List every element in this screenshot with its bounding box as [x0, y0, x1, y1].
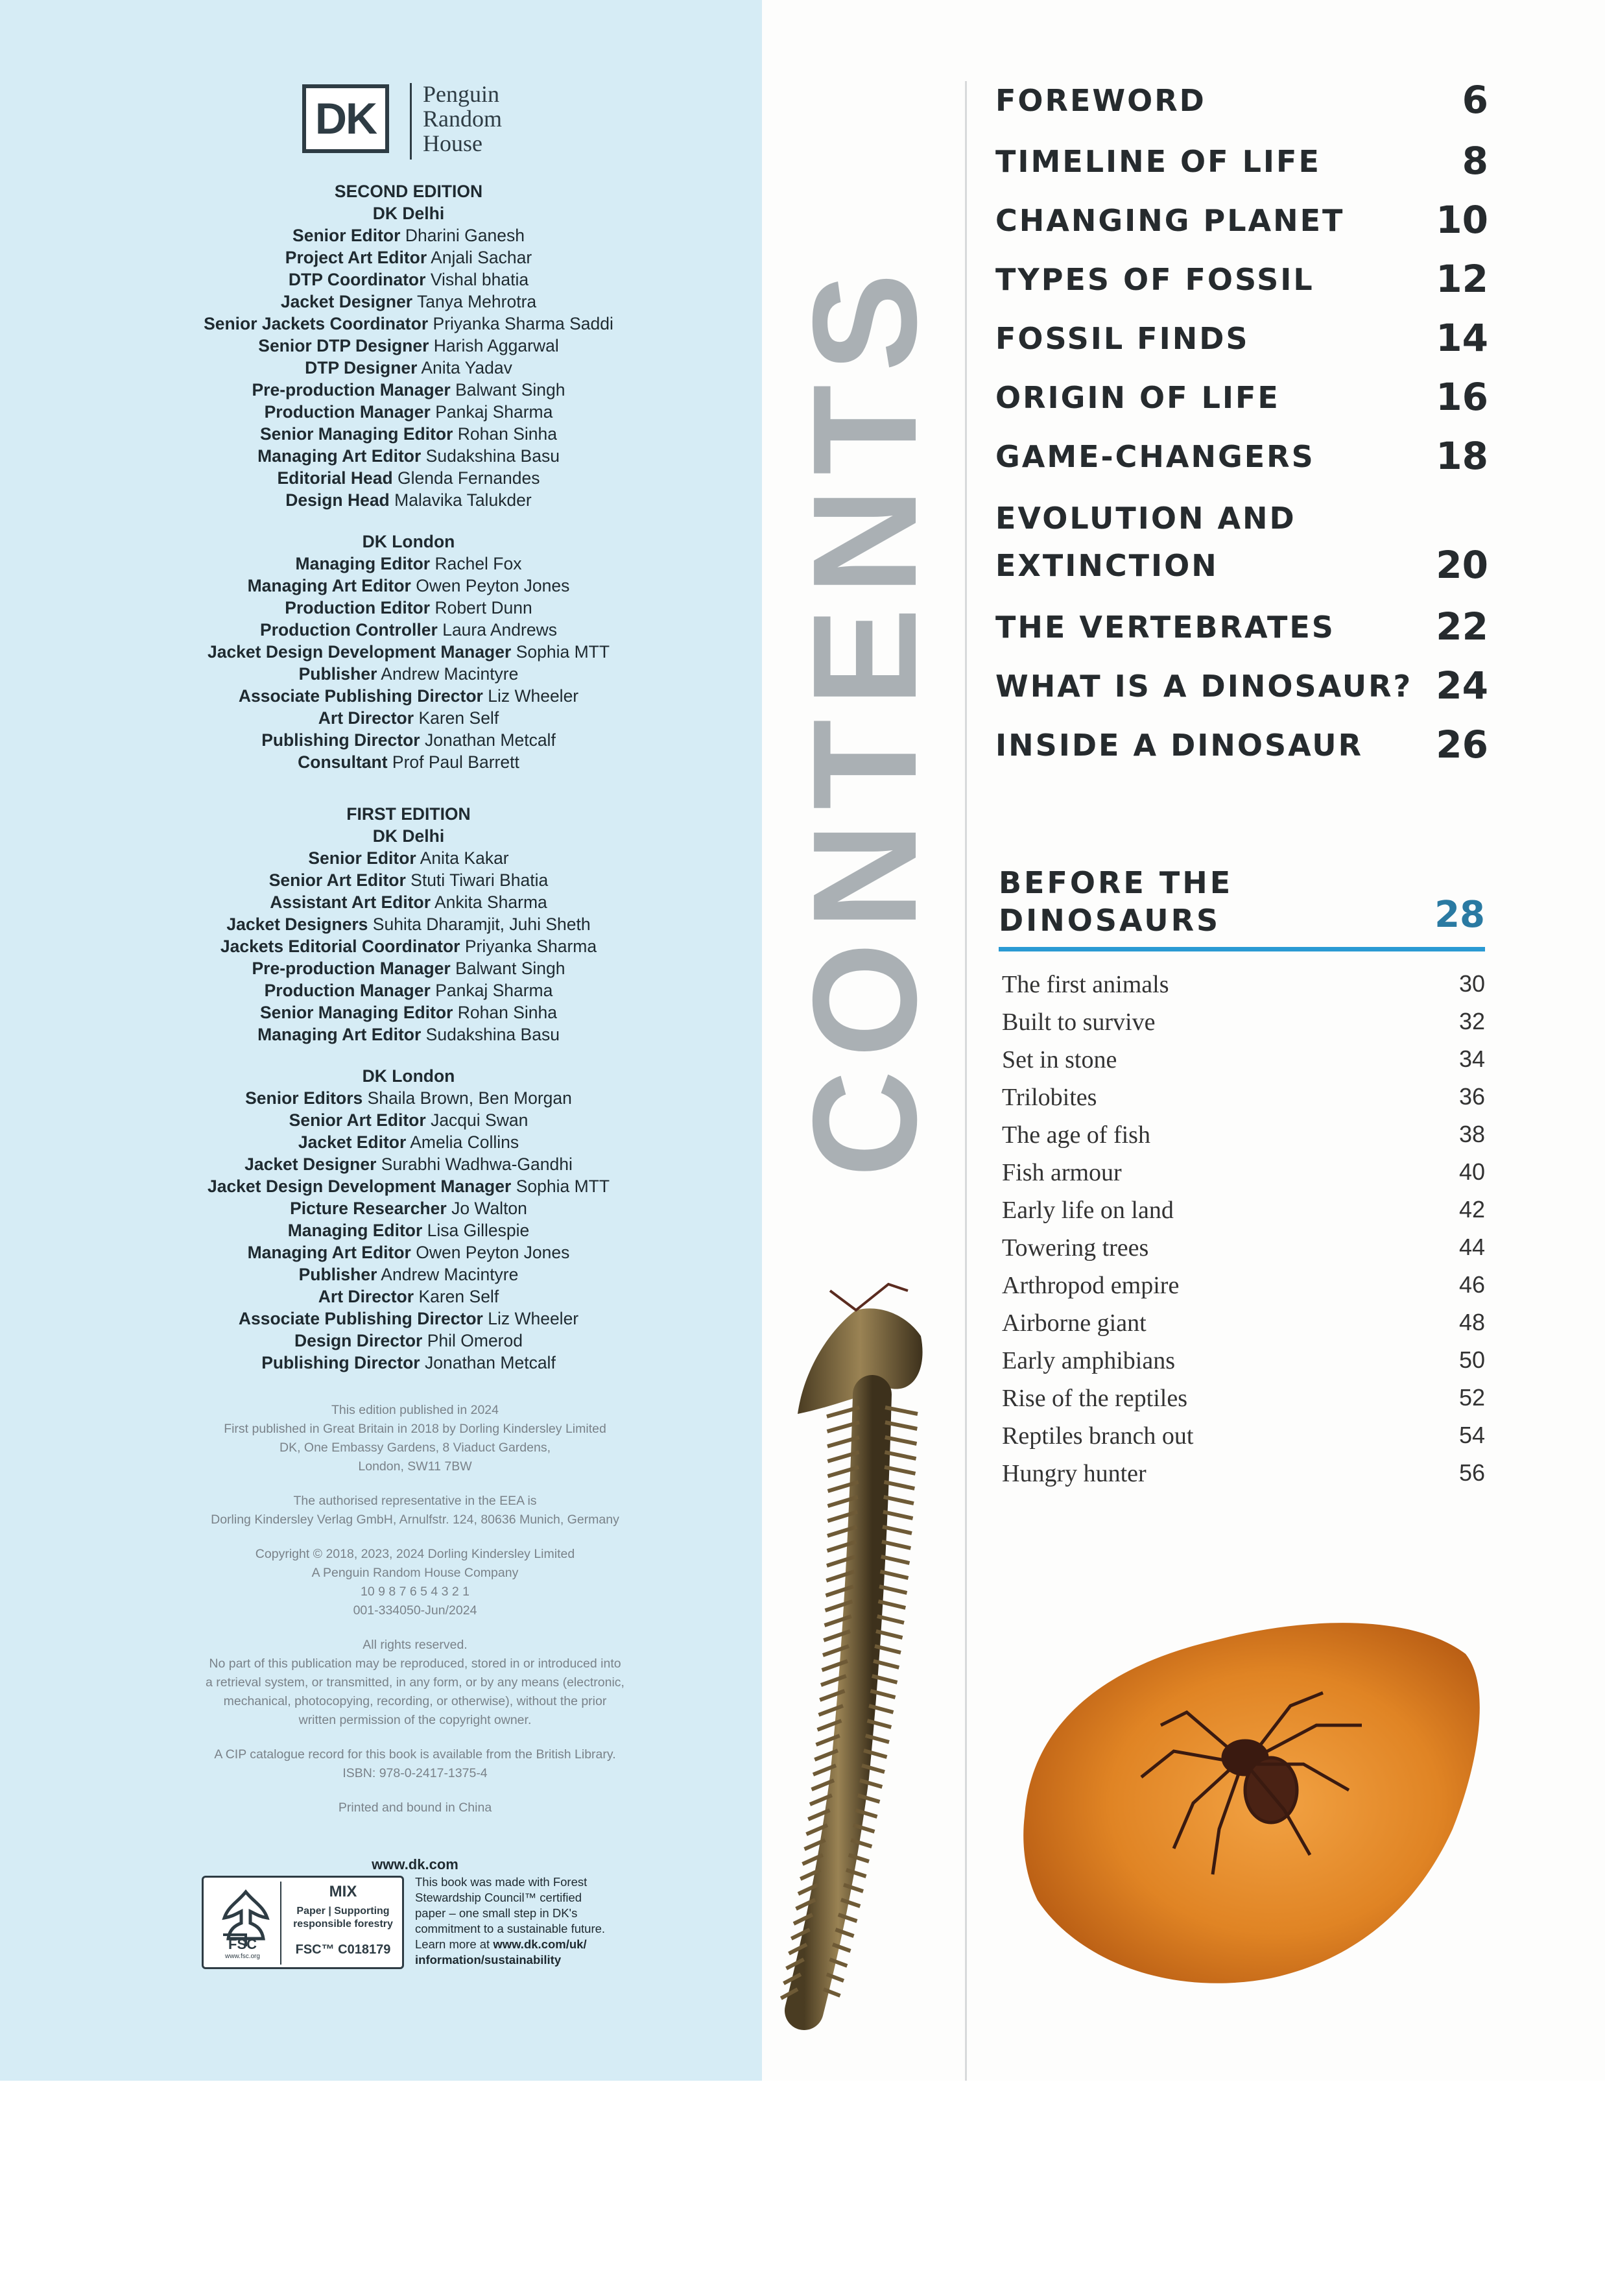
amber-spider-image	[999, 1596, 1492, 1998]
credit-name: Lisa Gillespie	[427, 1221, 530, 1240]
credit-role: Managing Editor	[287, 1221, 423, 1240]
section-entry-label: The age of fish	[1002, 1121, 1150, 1149]
fsc-mix: MIX	[329, 1883, 357, 1900]
fineprint-line: Printed and bound in China	[338, 1800, 492, 1815]
section-entry-label: Reptiles branch out	[1002, 1422, 1194, 1450]
credit-name: Rachel Fox	[434, 554, 522, 573]
section-entry-page: 30	[1458, 970, 1485, 997]
section-entry-label: Early life on land	[1002, 1197, 1174, 1224]
fossil-leg	[883, 1527, 912, 1533]
toc-entry-label: FOSSIL FINDS	[995, 321, 1250, 356]
credit-role: Production Manager	[264, 402, 431, 422]
toc-entry-label: FOREWORD	[995, 83, 1206, 118]
fineprint-line: Copyright © 2018, 2023, 2024 Dorling Kindersley Limited	[255, 1547, 575, 1561]
fineprint-line: 001-334050-Jun/2024	[353, 1603, 477, 1618]
fineprint-line: London, SW11 7BW	[358, 1459, 472, 1474]
section-entry[interactable]	[1002, 1121, 1485, 1158]
credit-name: Shaila Brown, Ben Morgan	[367, 1088, 572, 1108]
section-entry-label: Set in stone	[1002, 1046, 1117, 1073]
credit-row	[162, 401, 655, 423]
credit-role: Senior Editor	[308, 848, 416, 868]
credit-row	[162, 575, 655, 597]
section-entry-page: 32	[1458, 1008, 1485, 1034]
toc-entry[interactable]	[995, 198, 1488, 242]
sustainability-statement: This book was made with Forest Stewardship Council™ certified paper – one small step in DK's commitment to a sustainable future. Learn more at www.dk.com/uk/ information/sustainability	[415, 1875, 606, 1967]
toc-entry-label: ORIGIN OF LIFE	[995, 380, 1280, 415]
credit-name: Suhita Dharamjit, Juhi Sheth	[372, 915, 591, 934]
fineprint-line: A CIP catalogue record for this book is available from the British Library.	[214, 1747, 616, 1762]
fossil-arthropod-image	[759, 1258, 1005, 2296]
toc-entry[interactable]	[995, 501, 1488, 536]
section-entry-page: 54	[1458, 1422, 1485, 1448]
section-entry-label: Airborne giant	[1002, 1309, 1147, 1337]
credits-location: DK London	[362, 1066, 455, 1086]
section-entry[interactable]	[1002, 970, 1485, 1008]
credit-name: Anita Kakar	[420, 848, 509, 868]
credit-role: Pre-production Manager	[252, 380, 451, 400]
credit-name: Liz Wheeler	[488, 1309, 579, 1328]
credit-name: Anita Yadav	[421, 358, 512, 377]
credit-row	[162, 891, 655, 913]
toc-entry-page: 8	[1462, 139, 1488, 183]
credit-role: Managing Editor	[295, 554, 431, 573]
fineprint-copyright	[156, 1545, 674, 1620]
credit-name: Stuti Tiwari Bhatia	[410, 870, 549, 890]
section-entry-label: Fish armour	[1002, 1159, 1122, 1186]
credits-location: DK Delhi	[372, 826, 445, 846]
credit-row	[162, 1175, 655, 1197]
credit-role: Senior Art Editor	[268, 870, 406, 890]
credit-row	[162, 707, 655, 729]
fossil-leg	[883, 1512, 913, 1518]
toc-entry-label: THE VERTEBRATES	[995, 610, 1335, 645]
fineprint-line: This edition published in 2024	[331, 1403, 499, 1417]
credit-row	[162, 246, 655, 269]
toc-entry-label: CHANGING PLANET	[995, 203, 1345, 238]
section-entry[interactable]	[1002, 1384, 1485, 1422]
credit-row	[162, 1087, 655, 1109]
credit-name: Sophia MTT	[516, 1177, 610, 1196]
section-entry-page: 48	[1458, 1309, 1485, 1335]
credit-row	[162, 641, 655, 663]
credit-row	[162, 619, 655, 641]
fineprint-line: ISBN: 978-0-2417-1375-4	[342, 1766, 488, 1780]
credit-name: Vishal bhatia	[430, 270, 529, 289]
fsc-logo-text: FSC	[228, 1936, 257, 1952]
credit-row	[162, 751, 655, 773]
fineprint-line: DK, One Embassy Gardens, 8 Viaduct Gardens,	[279, 1441, 551, 1455]
toc-entry[interactable]	[995, 723, 1488, 767]
toc-entry[interactable]	[995, 664, 1488, 708]
credit-row	[162, 489, 655, 511]
credit-name: Surabhi Wadhwa-Gandhi	[381, 1154, 573, 1174]
credit-role: Design Director	[294, 1331, 423, 1350]
section-entry-page: 52	[1458, 1384, 1485, 1411]
credit-name: Karen Self	[418, 1287, 499, 1306]
credit-name: Ankita Sharma	[434, 892, 547, 912]
toc-entry-page: 20	[1436, 543, 1488, 587]
website-url[interactable]: www.dk.com	[372, 1856, 458, 1872]
credit-role: Managing Art Editor	[257, 446, 422, 466]
section-entry[interactable]	[1002, 1422, 1485, 1459]
section-entry-label: Rise of the reptiles	[1002, 1385, 1187, 1412]
credit-role: Managing Art Editor	[247, 1243, 411, 1262]
section-entry[interactable]	[1002, 1271, 1485, 1309]
credit-row	[162, 869, 655, 891]
credit-name: Andrew Macintyre	[381, 664, 519, 684]
credit-role: Senior Managing Editor	[259, 424, 453, 444]
credit-role: Design Head	[285, 490, 390, 510]
credit-row	[162, 445, 655, 467]
fsc-label	[202, 1876, 404, 1969]
credit-name: Glenda Fernandes	[398, 468, 540, 488]
toc-entry[interactable]	[995, 257, 1488, 301]
fossil-leg	[884, 1482, 914, 1489]
fossil-leg	[884, 1497, 914, 1503]
credit-role: Publishing Director	[261, 730, 420, 750]
toc-entry-page: 24	[1436, 664, 1488, 708]
credit-row	[162, 1308, 655, 1330]
section-entry[interactable]	[1002, 1046, 1485, 1083]
sustainability-link[interactable]: www.dk.com/uk/	[493, 1937, 587, 1951]
credit-role: Senior Jackets Coordinator	[204, 314, 429, 333]
toc-entry-page: 18	[1436, 434, 1488, 478]
toc-entry-page: 10	[1436, 198, 1488, 242]
toc-entry-label: INSIDE A DINOSAUR	[995, 728, 1364, 763]
section-entry-label: Hungry hunter	[1002, 1460, 1147, 1487]
section-entry[interactable]	[1002, 1309, 1485, 1346]
fineprint-edition	[156, 1401, 674, 1476]
credit-row	[162, 1197, 655, 1219]
credit-name: Harish Aggarwal	[433, 336, 559, 355]
toc-entry-label: EXTINCTION	[995, 548, 1219, 583]
credit-role: Jacket Design Development Manager	[207, 642, 512, 662]
toc-entry-page: 12	[1436, 257, 1488, 301]
section-entry[interactable]	[1002, 1008, 1485, 1046]
credit-row	[162, 1330, 655, 1352]
credit-role: Production Editor	[285, 598, 431, 617]
copyright-fineprint	[156, 1401, 674, 1833]
credit-row	[162, 663, 655, 685]
credit-row	[162, 913, 655, 935]
credit-row	[162, 467, 655, 489]
credit-name: Phil Omerod	[427, 1331, 523, 1350]
credit-row	[162, 357, 655, 379]
credit-row	[162, 729, 655, 751]
credit-name: Owen Peyton Jones	[416, 576, 570, 595]
credit-name: Laura Andrews	[442, 620, 557, 640]
toc-entry[interactable]	[995, 78, 1488, 122]
credit-name: Jo Walton	[451, 1199, 527, 1218]
credit-name: Rohan Sinha	[457, 1003, 557, 1022]
credits-location: DK London	[362, 532, 455, 551]
credit-name: Dharini Ganesh	[405, 226, 525, 245]
credit-row	[162, 1023, 655, 1046]
section-entry-label: Trilobites	[1002, 1084, 1097, 1111]
section-entry-label: Built to survive	[1002, 1009, 1156, 1036]
credit-name: Sophia MTT	[516, 642, 610, 662]
credit-row	[162, 1219, 655, 1241]
credit-name: Balwant Singh	[455, 959, 565, 978]
credit-row	[162, 291, 655, 313]
credit-name: Jacqui Swan	[431, 1110, 529, 1130]
fineprint-line: A Penguin Random House Company	[311, 1566, 519, 1580]
credit-role: Publisher	[298, 664, 377, 684]
toc-entry[interactable]	[995, 375, 1488, 419]
fineprint-rights	[156, 1636, 674, 1730]
section-entry-page: 50	[1458, 1346, 1485, 1373]
credit-role: Jacket Designer	[280, 292, 413, 311]
fossil-leg	[881, 1557, 910, 1563]
imprint-panel	[0, 0, 762, 2081]
credit-row	[162, 597, 655, 619]
credit-name: Jonathan Metcalf	[424, 730, 556, 750]
toc-entry[interactable]	[995, 543, 1488, 587]
section-entry-page: 40	[1458, 1158, 1485, 1185]
toc-entry-page: 16	[1436, 375, 1488, 419]
credit-row	[162, 423, 655, 445]
credit-role: Associate Publishing Director	[238, 1309, 483, 1328]
credit-role: DTP Designer	[305, 358, 418, 377]
section-entry-label: The first animals	[1002, 971, 1169, 998]
toc-entry-page: 14	[1436, 316, 1488, 360]
credit-name: Pankaj Sharma	[435, 402, 553, 422]
fineprint-line: 10 9 8 7 6 5 4 3 2 1	[360, 1584, 470, 1599]
fsc-paper-text: Paper | Supporting responsible forestry	[293, 1906, 393, 1930]
credit-role: Publisher	[298, 1265, 377, 1284]
publisher-logo	[302, 83, 536, 160]
spacer	[162, 1046, 655, 1065]
credit-row	[162, 1241, 655, 1263]
fineprint-line: All rights reserved.	[363, 1638, 468, 1652]
toc-entry-page: 22	[1436, 604, 1488, 649]
edition-heading: SECOND EDITION	[334, 182, 483, 201]
credit-row	[162, 335, 655, 357]
toc-entry-label: GAME-CHANGERS	[995, 439, 1315, 474]
fsc-small-url: www.fsc.org	[225, 1953, 260, 1960]
credit-name: Tanya Mehrotra	[417, 292, 537, 311]
credit-row	[162, 269, 655, 291]
credit-row	[162, 979, 655, 1001]
credit-name: Malavika Talukder	[394, 490, 532, 510]
credit-row	[162, 1153, 655, 1175]
credit-role: Senior Editor	[292, 226, 401, 245]
toc-entry-label: EVOLUTION AND	[995, 501, 1296, 536]
fineprint-line: The authorised representative in the EEA is	[293, 1494, 537, 1508]
credit-name: Pankaj Sharma	[435, 981, 553, 1000]
credit-role: Jackets Editorial Coordinator	[220, 937, 460, 956]
toc-entry-page: 26	[1436, 723, 1488, 767]
fossil-leg	[882, 1542, 910, 1548]
credit-row	[162, 847, 655, 869]
section-entry-label: Towering trees	[1002, 1234, 1149, 1262]
section-entry-page: 34	[1458, 1046, 1485, 1072]
section-title: BEFORE THE DINOSAURS	[999, 865, 1233, 938]
credit-role: Managing Art Editor	[257, 1025, 422, 1044]
fineprint-cip	[156, 1745, 674, 1783]
credit-name: Liz Wheeler	[488, 686, 579, 706]
credit-role: Art Director	[318, 708, 414, 728]
credit-row	[162, 379, 655, 401]
credit-name: Jonathan Metcalf	[424, 1353, 556, 1372]
fineprint-eea	[156, 1492, 674, 1529]
section-rule	[999, 947, 1485, 951]
toc-entry-label: TYPES OF FOSSIL	[995, 262, 1314, 297]
credit-role: Art Director	[318, 1287, 414, 1306]
credit-role: Production Manager	[264, 981, 431, 1000]
toc-entry-label: TIMELINE OF LIFE	[995, 144, 1321, 179]
credit-name: Priyanka Sharma Saddi	[433, 314, 613, 333]
credit-name: Andrew Macintyre	[381, 1265, 519, 1284]
credit-role: Assistant Art Editor	[270, 892, 431, 912]
toc-entry[interactable]	[995, 604, 1488, 649]
fineprint-printed	[156, 1799, 674, 1817]
fineprint-line: Dorling Kindersley Verlag GmbH, Arnulfstr. 124, 80636 Munich, Germany	[211, 1513, 619, 1527]
credit-name: Robert Dunn	[434, 598, 532, 617]
credit-row	[162, 1263, 655, 1286]
credit-role: Managing Art Editor	[247, 576, 411, 595]
credit-role: Picture Researcher	[290, 1199, 447, 1218]
credit-role: Pre-production Manager	[252, 959, 451, 978]
dk-logo: DK	[302, 84, 389, 153]
section-contents-list	[1002, 970, 1485, 1497]
credit-role: Senior DTP Designer	[258, 336, 429, 355]
sustainability-link-2[interactable]: information/sustainability	[415, 1953, 562, 1967]
credit-row	[162, 1001, 655, 1023]
credit-role: Consultant	[298, 752, 388, 772]
spacer	[162, 511, 655, 531]
penguin-random-house-logo: Penguin Random House	[423, 81, 502, 156]
credit-row	[162, 1352, 655, 1374]
fineprint-line: written permission of the copyright owner.	[298, 1713, 532, 1727]
section-entry[interactable]	[1002, 1459, 1485, 1497]
fsc-code: FSC™ C018179	[295, 1943, 391, 1957]
fineprint-line: a retrieval system, or transmitted, in any form, or by any means (electronic,	[206, 1675, 624, 1690]
credit-row	[162, 935, 655, 957]
credit-name: Amelia Collins	[410, 1132, 519, 1152]
section-entry[interactable]	[1002, 1083, 1485, 1121]
credit-role: Associate Publishing Director	[238, 686, 483, 706]
credit-name: Sudakshina Basu	[425, 446, 560, 466]
section-entry-page: 36	[1458, 1083, 1485, 1110]
credit-row	[162, 957, 655, 979]
credit-role: Senior Managing Editor	[259, 1003, 453, 1022]
fineprint-line: First published in Great Britain in 2018 by Dorling Kindersley Limited	[224, 1422, 606, 1436]
credit-row	[162, 1109, 655, 1131]
fineprint-line: No part of this publication may be reproduced, stored in or introduced into	[209, 1656, 621, 1671]
toc-entry[interactable]	[995, 139, 1488, 183]
section-page-number: 28	[1434, 894, 1485, 936]
second-edition-credits	[162, 180, 655, 773]
credit-row	[162, 553, 655, 575]
credit-role: Jacket Design Development Manager	[207, 1177, 512, 1196]
section-entry-page: 42	[1458, 1196, 1485, 1223]
credit-name: Owen Peyton Jones	[416, 1243, 570, 1262]
credit-role: Production Controller	[260, 620, 438, 640]
credit-name: Rohan Sinha	[457, 424, 557, 444]
credit-role: Jacket Designer	[244, 1154, 377, 1174]
section-entry-page: 56	[1458, 1459, 1485, 1486]
credit-row	[162, 1286, 655, 1308]
section-entry-page: 44	[1458, 1234, 1485, 1260]
credit-name: Priyanka Sharma	[464, 937, 597, 956]
toc-entry[interactable]	[995, 434, 1488, 478]
first-edition-credits	[162, 803, 655, 1374]
credit-role: Jacket Editor	[298, 1132, 407, 1152]
credit-name: Prof Paul Barrett	[392, 752, 519, 772]
toc-entry-label: WHAT IS A DINOSAUR?	[995, 669, 1413, 704]
section-entry[interactable]	[1002, 1196, 1485, 1234]
credit-row	[162, 224, 655, 246]
section-entry-page: 38	[1458, 1121, 1485, 1147]
credit-role: Jacket Designers	[226, 915, 368, 934]
credit-row	[162, 1131, 655, 1153]
toc-entry-page: 6	[1462, 78, 1488, 122]
section-entry-label: Arthropod empire	[1002, 1272, 1180, 1299]
fossil-leg	[880, 1572, 908, 1578]
credit-role: Editorial Head	[277, 468, 393, 488]
contents-title: CONTENTS	[783, 260, 947, 1177]
section-entry[interactable]	[1002, 1346, 1485, 1384]
credit-row	[162, 685, 655, 707]
credit-role: Project Art Editor	[285, 248, 427, 267]
credit-name: Sudakshina Basu	[425, 1025, 560, 1044]
credit-name: Anjali Sachar	[431, 248, 532, 267]
credit-row	[162, 313, 655, 335]
credit-name: Balwant Singh	[455, 380, 565, 400]
credit-role: Senior Art Editor	[289, 1110, 426, 1130]
fsc-divider	[280, 1882, 281, 1965]
credit-role: Publishing Director	[261, 1353, 420, 1372]
section-entry[interactable]	[1002, 1234, 1485, 1271]
edition-heading: FIRST EDITION	[346, 804, 471, 824]
toc-entry[interactable]	[995, 316, 1488, 360]
credit-role: Senior Editors	[245, 1088, 363, 1108]
section-entry-page: 46	[1458, 1271, 1485, 1298]
credit-name: Karen Self	[418, 708, 499, 728]
credit-role: DTP Coordinator	[288, 270, 426, 289]
section-entry[interactable]	[1002, 1158, 1485, 1196]
section-entry-label: Early amphibians	[1002, 1347, 1175, 1374]
fineprint-line: mechanical, photocopying, recording, or otherwise), without the prior	[223, 1694, 607, 1708]
logo-divider	[410, 83, 412, 160]
credits-location: DK Delhi	[372, 204, 445, 223]
